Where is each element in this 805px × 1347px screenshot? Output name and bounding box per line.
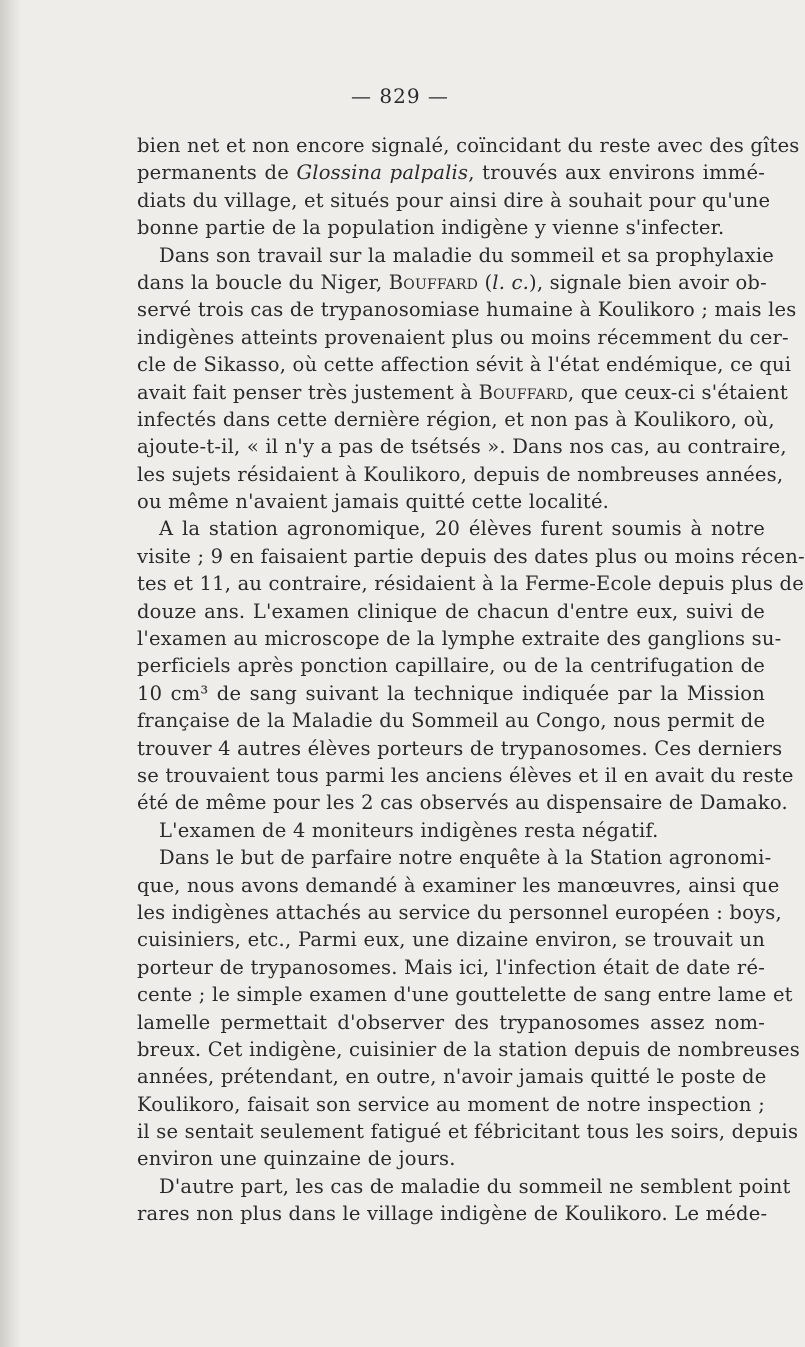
text-run: ), signale bien avoir ob- [529, 270, 767, 294]
text-run: perficiels après ponction capillaire, ou de la centrifugation de [137, 654, 765, 678]
text-run: française de la Maladie du Sommeil au Congo, nous permit de [137, 709, 766, 733]
text-run: Koulikoro, faisait son service au moment de notre inspection ; [137, 1092, 765, 1116]
text-line [137, 1118, 799, 1145]
text-run: breux. Cet indigène, cuisinier de la station depuis de nombreuses [137, 1037, 800, 1061]
text-run: cente ; le simple examen d'une gouttelette de sang entre lame et [137, 983, 793, 1007]
page-number: — 829 — [351, 84, 449, 108]
text-line [137, 187, 771, 214]
page-binding-edge [0, 0, 22, 1347]
text-line [137, 789, 788, 816]
text-line [137, 598, 765, 625]
text-run: que, nous avons demandé à examiner les manœuvres, ainsi que [137, 873, 780, 897]
text-run: visite ; 9 en faisaient partie depuis des dates plus ou moins récen- [137, 544, 805, 568]
text-line [137, 433, 787, 460]
text-run: Dans son travail sur la maladie du sommeil et sa prophylaxie [159, 243, 775, 267]
text-run: les indigènes attachés au service du personnel européen : boys, [137, 900, 782, 924]
text-line [137, 625, 782, 652]
text-run: indigènes atteints provenaient plus ou moins récemment du cer- [137, 325, 789, 349]
text-line [137, 406, 775, 433]
text-line [137, 296, 797, 323]
text-run: avait fait penser très justement à [137, 380, 479, 404]
text-run: ajoute-t-il, « il n'y a pas de tsétsés ». Dans nos cas, au contraire, [137, 435, 787, 459]
text-line [137, 1036, 800, 1063]
text-run: les sujets résidaient à Koulikoro, depuis de nombreuses années, [137, 462, 784, 486]
author-name: Bouffard [478, 380, 568, 404]
body-text [137, 132, 805, 1228]
text-line [137, 817, 765, 844]
text-line [137, 652, 765, 679]
text-run: cuisiniers, etc., Parmi eux, une dizaine environ, se trouvait un [137, 928, 765, 952]
text-line [137, 461, 784, 488]
text-run: bonne partie de la population indigène y vienne s'infecter. [137, 216, 725, 240]
text-run: , trouvés aux environs immé- [468, 161, 765, 185]
text-run: servé trois cas de trypanosomiase humaine à Koulikoro ; mais les [137, 298, 797, 322]
text-line [137, 324, 789, 351]
text-line [137, 543, 805, 570]
text-run: trouver 4 autres élèves porteurs de trypanosomes. Ces derniers [137, 736, 783, 760]
text-line [137, 981, 793, 1008]
italic-run: Glossina palpalis [296, 161, 469, 185]
text-line [137, 351, 792, 378]
text-run: douze ans. L'examen clinique de chacun d'entre eux, suivi de [137, 599, 765, 623]
text-run: infectés dans cette dernière région, et non pas à Koulikoro, où, [137, 407, 775, 431]
text-run: cle de Sikasso, où cette affection sévit à l'état endémique, ce qui [137, 353, 792, 377]
text-line [137, 1063, 765, 1090]
text-line [137, 1200, 768, 1227]
text-line [137, 570, 804, 597]
text-line [137, 159, 765, 186]
text-line [137, 379, 788, 406]
text-run: années, prétendant, en outre, n'avoir jamais quitté le poste de [137, 1065, 767, 1089]
text-run: bien net et non encore signalé, coïncidant du reste avec des gîtes [137, 134, 800, 157]
author-name: Bouffard [388, 270, 479, 294]
text-line [137, 680, 765, 707]
text-line [137, 844, 772, 871]
text-run: 10 cm³ de sang suivant la technique indiquée par la Mission [137, 681, 765, 705]
text-run: A la station agronomique, 20 élèves furent soumis à notre [159, 517, 765, 541]
text-line [137, 954, 765, 981]
text-line [137, 926, 765, 953]
text-line [137, 269, 765, 296]
text-line [137, 735, 783, 762]
text-run: diats du village, et situés pour ainsi dire à souhait pour qu'une [137, 188, 771, 212]
text-line [137, 1145, 765, 1172]
italic-run: l. c. [492, 270, 530, 294]
text-run: il se sentait seulement fatigué et fébricitant tous les soirs, depuis [137, 1120, 799, 1144]
text-line [137, 242, 775, 269]
text-run: porteur de trypanosomes. Mais ici, l'infection était de date ré- [137, 955, 765, 979]
text-line [137, 515, 765, 542]
text-run: ( [478, 270, 493, 294]
text-run: environ une quinzaine de jours. [137, 1147, 456, 1171]
text-run: rares non plus dans le village indigène de Koulikoro. Le méde- [137, 1202, 768, 1226]
text-line [137, 872, 780, 899]
text-run: D'autre part, les cas de maladie du sommeil ne semblent point [159, 1174, 791, 1198]
text-line [137, 214, 765, 241]
text-run: été de même pour les 2 cas observés au dispensaire de Damako. [137, 791, 788, 815]
text-run: L'examen de 4 moniteurs indigènes resta négatif. [159, 818, 659, 842]
text-run: lamelle permettait d'observer des trypanosomes assez nom- [137, 1010, 765, 1034]
text-line [137, 1173, 791, 1200]
text-line [137, 762, 794, 789]
text-line [137, 1091, 765, 1118]
text-run: , que ceux-ci s'étaient [567, 380, 788, 404]
text-line [137, 707, 765, 734]
text-run: se trouvaient tous parmi les anciens élèves et il en avait du reste [137, 763, 794, 787]
text-line [137, 1009, 765, 1036]
text-run: Dans le but de parfaire notre enquête à la Station agronomi- [159, 846, 772, 870]
text-run: tes et 11, au contraire, résidaient à la Ferme-Ecole depuis plus de [137, 572, 804, 596]
text-line [137, 132, 800, 159]
text-line [137, 488, 765, 515]
text-run: dans la boucle du Niger, [137, 270, 389, 294]
text-run: ou même n'avaient jamais quitté cette localité. [137, 490, 610, 514]
text-run: l'examen au microscope de la lymphe extraite des ganglions su- [137, 627, 782, 651]
text-line [137, 899, 782, 926]
text-run: permanents de [137, 161, 297, 185]
